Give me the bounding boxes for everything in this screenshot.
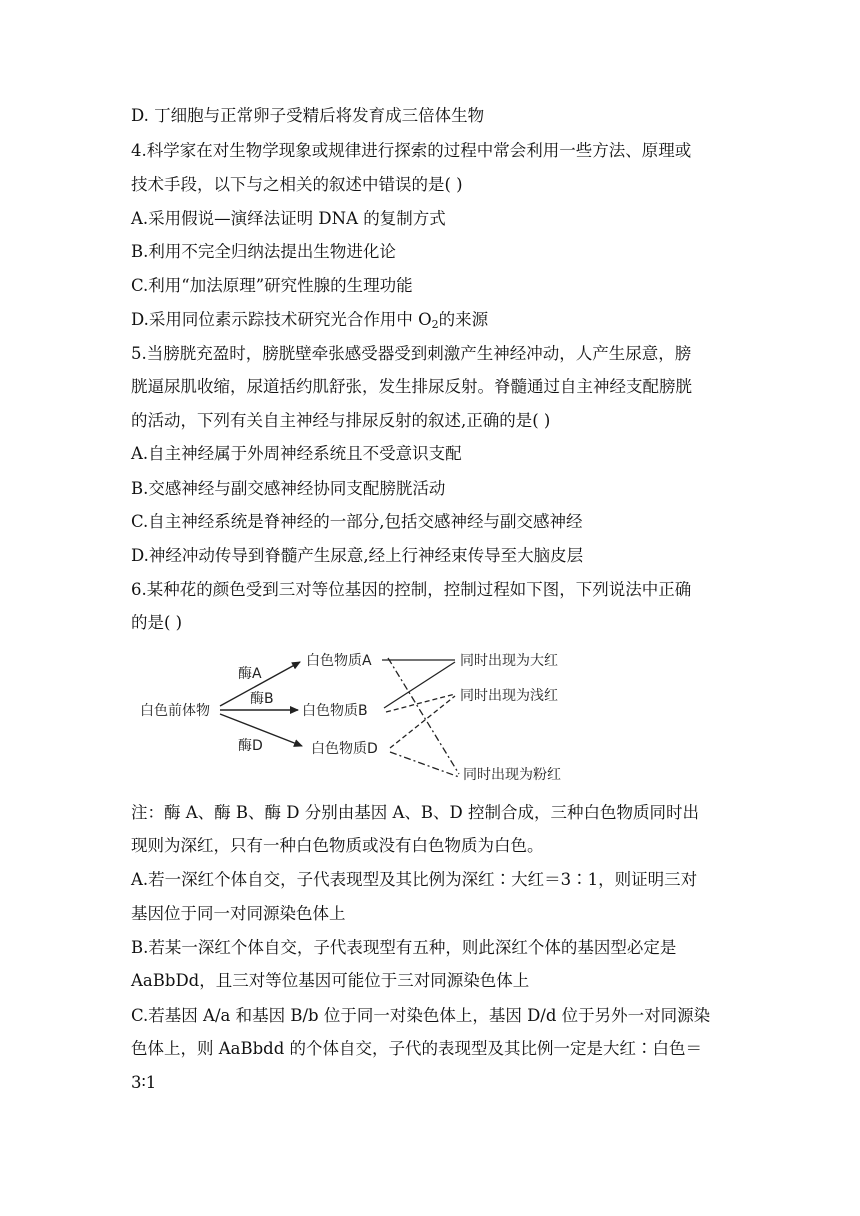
enzyme-a-label: 酶A (238, 666, 262, 682)
q6-option-c-line2: 色体上，则 AaBbdd 的个体自交，子代的表现型及其比例一定是大红∶白色＝ (131, 1039, 703, 1058)
dashdot-link-d (390, 752, 459, 777)
substance-a-label: 白色物质A (306, 653, 372, 669)
q6-stem-line2: 的是( ) (131, 613, 183, 632)
q4-option-d (131, 310, 488, 330)
q4-option-d-text: D.采用同位素示踪技术研究光合作用中 O (131, 310, 432, 329)
q4-option-c: C.利用“加法原理”研究性腺的生理功能 (131, 276, 413, 295)
q5-option-d: D.神经冲动传导到脊髓产生尿意,经上行神经束传导至大脑皮层 (131, 546, 584, 565)
q5-option-c: C.自主神经系统是脊神经的一部分,包括交感神经与副交感神经 (131, 512, 583, 531)
q5-option-b: B.交感神经与副交感神经协同支配膀胱活动 (131, 479, 446, 498)
enzyme-d-label: 酶D (238, 738, 263, 754)
q4-stem-line2: 技术手段，以下与之相关的叙述中错误的是( ) (131, 175, 463, 194)
q6-option-a-line2: 基因位于同一对同源染色体上 (131, 904, 346, 923)
q6-option-a-line1: A.若一深红个体自交，子代表现型及其比例为深红∶大红＝3∶1，则证明三对 (131, 870, 698, 889)
solid-link-b (384, 662, 455, 708)
enzyme-b-label: 酶B (250, 691, 274, 707)
q4-option-d-tail: 的来源 (438, 310, 489, 329)
q4-stem-line1: 4.科学家在对生物学现象或规律进行探索的过程中常会利用一些方法、原理或 (131, 141, 692, 160)
q6-option-c-line3: 3∶1 (131, 1073, 157, 1092)
precursor-label: 白色前体物 (140, 703, 210, 719)
substance-b-label: 白色物质B (302, 703, 368, 719)
q5-stem-line1: 5.当膀胱充盈时，膀胱壁牵张感受器受到刺激产生神经冲动，人产生尿意，膀 (131, 344, 692, 363)
q6-option-b-line1: B.若某一深红个体自交，子代表现型有五种，则此深红个体的基因型必定是 (131, 938, 677, 957)
q6-option-b-line2: AaBbDd，且三对等位基因可能位于三对同源染色体上 (131, 971, 530, 990)
dashdot-link-a (388, 658, 459, 774)
flower-color-pathway-diagram (130, 640, 610, 790)
outcome-pink-label: 同时出现为粉红 (463, 767, 561, 783)
q5-stem-line3: 的活动，下列有关自主神经与排尿反射的叙述,正确的是( ) (131, 411, 551, 430)
q6-stem-line1: 6.某种花的颜色受到三对等位基因的控制，控制过程如下图，下列说法中正确 (131, 580, 692, 599)
outcome-big-red-label: 同时出现为大红 (460, 653, 558, 669)
q6-option-c-line1: C.若基因 A/a 和基因 B/b 位于同一对染色体上，基因 D/d 位于另外一对同源染 (131, 1006, 711, 1025)
note-line1: 注：酶 A、酶 B、酶 D 分别由基因 A、B、D 控制合成，三种白色物质同时出 (131, 803, 700, 822)
q3-option-d: D. 丁细胞与正常卵子受精后将发育成三倍体生物 (131, 106, 485, 125)
dashed-link-b (386, 694, 455, 712)
outcome-light-red-label: 同时出现为浅红 (460, 688, 558, 704)
q4-option-d-subscript: 2 (431, 318, 439, 331)
dashed-link-d (390, 696, 455, 748)
q4-option-b: B.利用不完全归纳法提出生物进化论 (131, 242, 396, 261)
substance-d-label: 白色物质D (311, 741, 378, 757)
q5-option-a: A.自主神经属于外周神经系统且不受意识支配 (131, 444, 462, 463)
q4-option-a: A.采用假说—演绎法证明 DNA 的复制方式 (131, 209, 446, 228)
q5-stem-line2: 胱逼尿肌收缩，尿道括约肌舒张，发生排尿反射。脊髓通过自主神经支配膀胱 (131, 377, 692, 396)
note-line2: 现则为深红，只有一种白色物质或没有白色物质为白色。 (131, 836, 544, 855)
